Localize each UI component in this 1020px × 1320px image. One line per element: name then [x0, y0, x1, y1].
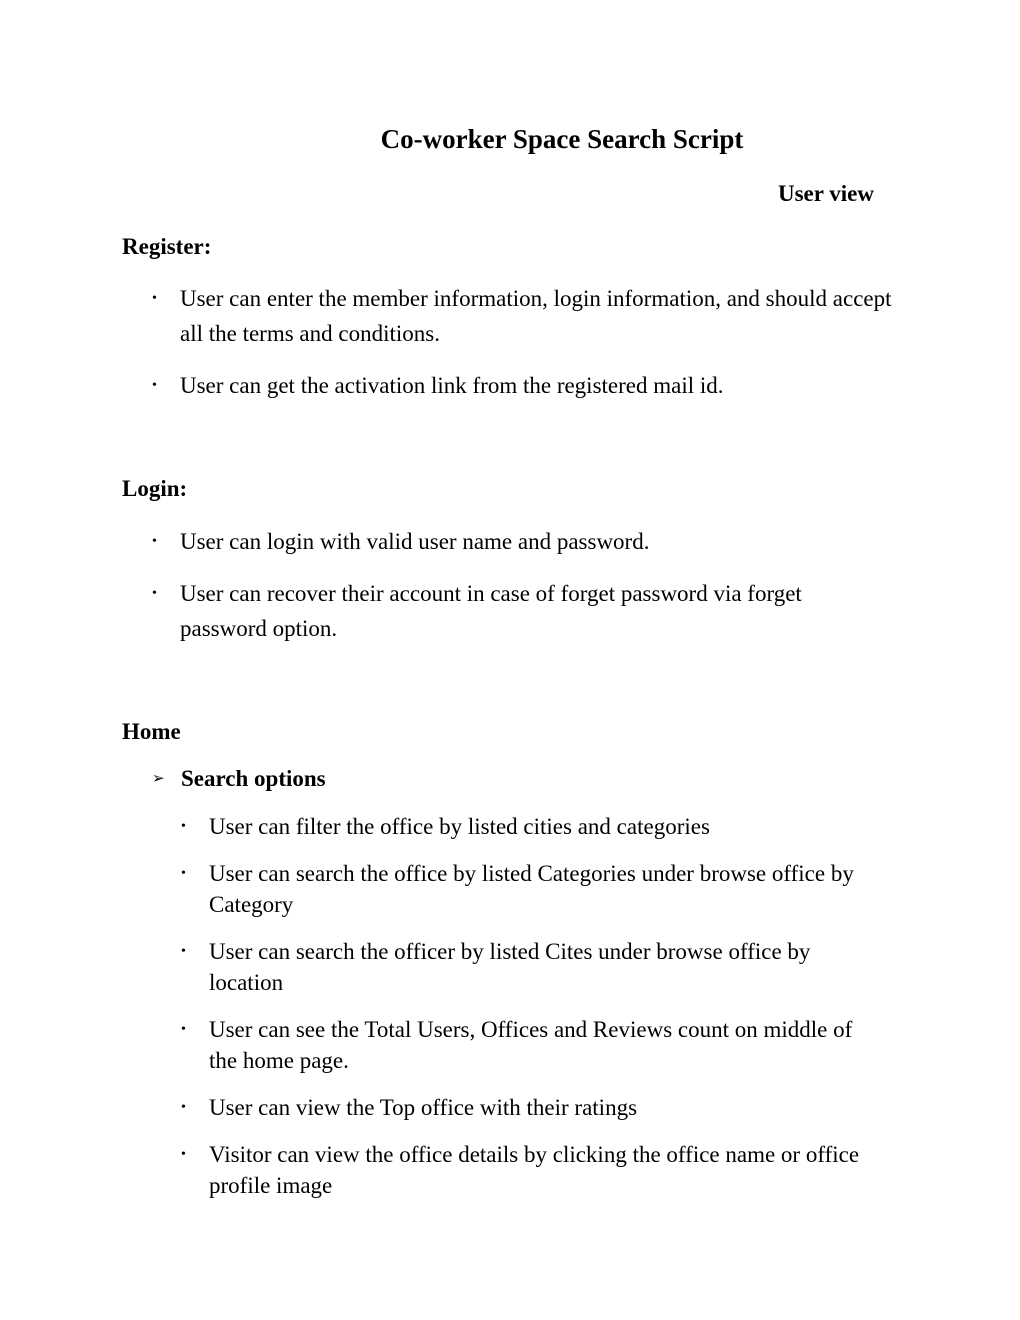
page-title: Co-worker Space Search Script — [380, 124, 744, 154]
section-heading-home: Home — [122, 719, 181, 744]
list-item-text: User can enter the member information, login information, and should accept all the terms and conditions. — [180, 286, 892, 346]
list-item-text: User can search the officer by listed Cites under browse office by location — [209, 939, 811, 995]
bullet-icon: • — [152, 534, 157, 549]
list-item-text: User can filter the office by listed cities and categories — [209, 814, 710, 839]
list-item-text: User can view the Top office with their ratings — [209, 1095, 638, 1120]
section-heading-register: Register: — [122, 234, 212, 259]
list-item-text: User can search the office by listed Categories under browse office by Category — [209, 861, 854, 917]
bullet-icon: • — [152, 586, 157, 601]
bullet-icon: • — [152, 291, 157, 306]
list-item-text: User can recover their account in case of forget password via forget password option. — [180, 581, 802, 641]
bullet-icon: • — [152, 378, 157, 393]
bullet-icon: • — [181, 1147, 186, 1162]
bullet-icon: • — [181, 1100, 186, 1115]
list-item-text: User can login with valid user name and password. — [180, 529, 650, 554]
bullet-icon: • — [181, 1022, 186, 1037]
bullet-icon: • — [181, 819, 186, 834]
bullet-icon: • — [181, 944, 186, 959]
list-item-text: User can see the Total Users, Offices and Reviews count on middle of the home page. — [209, 1017, 853, 1073]
list-item-text: User can get the activation link from the registered mail id. — [180, 373, 724, 398]
section-heading-login: Login: — [122, 476, 188, 501]
page-subtitle: User view — [777, 181, 874, 206]
subsection-title: Search options — [181, 766, 326, 791]
arrow-bullet-icon: ➢ — [152, 771, 165, 787]
list-item-text: Visitor can view the office details by clicking the office name or office profile image — [209, 1142, 860, 1198]
bullet-icon: • — [181, 866, 186, 881]
